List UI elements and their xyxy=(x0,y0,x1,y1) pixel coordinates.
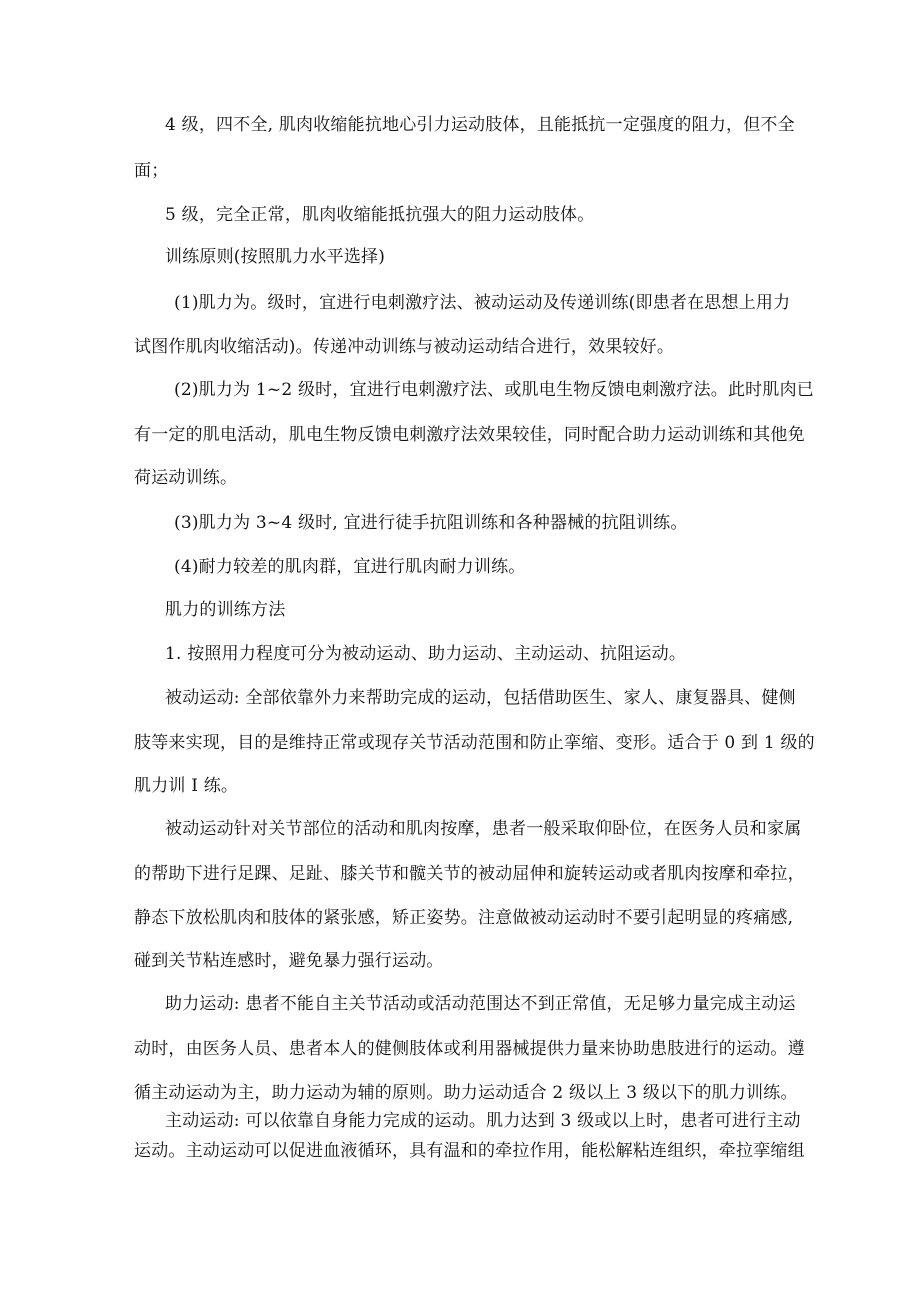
text-line: 试图作肌肉收缩活动)。传递冲动训练与被动运动结合进行，效果较好。 xyxy=(134,337,675,357)
text-line: 助力运动: 患者不能自主关节活动或活动范围达不到正常值，无足够力量完成主动运 xyxy=(165,994,796,1014)
text-line: 被动运动: 全部依靠外力来帮助完成的运动，包括借助医生、家人、康复器具、健侧 xyxy=(165,688,796,708)
text-line: 动时，由医务人员、患者本人的健侧肢体或利用器械提供力量来协助患肢进行的运动。遵 xyxy=(134,1039,805,1059)
text-line: 有一定的肌电活动，肌电生物反馈电刺激疗法效果较佳，同时配合助力运动训练和其他免 xyxy=(134,425,805,445)
text-line: 碰到关节粘连感时，避免暴力强行运动。 xyxy=(134,951,444,971)
text-line: 运动。主动运动可以促进血液循环，具有温和的牵拉作用，能松解粘连组织，牵拉挛缩组 xyxy=(134,1141,805,1161)
text-line: 循主动运动为主，助力运动为辅的原则。助力运动适合 2 级以上 3 级以下的肌力训练。 xyxy=(134,1083,798,1103)
text-line: (4)耐力较差的肌肉群，宜进行肌肉耐力训练。 xyxy=(174,557,526,577)
section-heading: 训练原则(按照肌力水平选择) xyxy=(165,247,386,267)
text-line: 被动运动针对关节部位的活动和肌肉按摩，患者一般采取仰卧位，在医务人员和家属 xyxy=(165,819,802,839)
text-line: 主动运动: 可以依靠自身能力完成的运动。肌力达到 3 级或以上时，患者可进行主动 xyxy=(165,1111,801,1131)
text-line: (1)肌力为。级时，宜进行电刺激疗法、被动运动及传递训练(即患者在思想上用力 xyxy=(174,293,791,313)
text-line: 1. 按照用力程度可分为被动运动、助力运动、主动运动、抗阻运动。 xyxy=(165,644,687,664)
text-line: 5 级，完全正常，肌肉收缩能抵抗强大的阻力运动肢体。 xyxy=(165,205,595,225)
text-line: 肌力训 I 练。 xyxy=(134,776,239,796)
text-line: (2)肌力为 1~2 级时，宜进行电刺激疗法、或肌电生物反馈电刺激疗法。此时肌肉已 xyxy=(174,380,814,400)
text-line: (3)肌力为 3~4 级时, 宜进行徒手抗阻训练和各种器械的抗阻训练。 xyxy=(174,513,688,533)
text-line: 面； xyxy=(134,161,169,181)
text-line: 的帮助下进行足踝、足趾、膝关节和髋关节的被动屈伸和旋转运动或者肌肉按摩和牵拉， xyxy=(134,864,805,884)
text-line: 荷运动训练。 xyxy=(134,468,238,488)
text-line: 4 级，四不全, 肌肉收缩能抗地心引力运动肢体，且能抵抗一定强度的阻力，但不全 xyxy=(165,115,795,135)
text-line: 静态下放松肌肉和肢体的紧张感，矫正姿势。注意做被动运动时不要引起明显的疼痛感, xyxy=(134,908,794,928)
text-line: 肢等来实现，目的是维持正常或现存关节活动范围和防止挛缩、变形。适合于 0 到 1 级的 xyxy=(134,733,815,753)
section-heading: 肌力的训练方法 xyxy=(165,600,286,620)
